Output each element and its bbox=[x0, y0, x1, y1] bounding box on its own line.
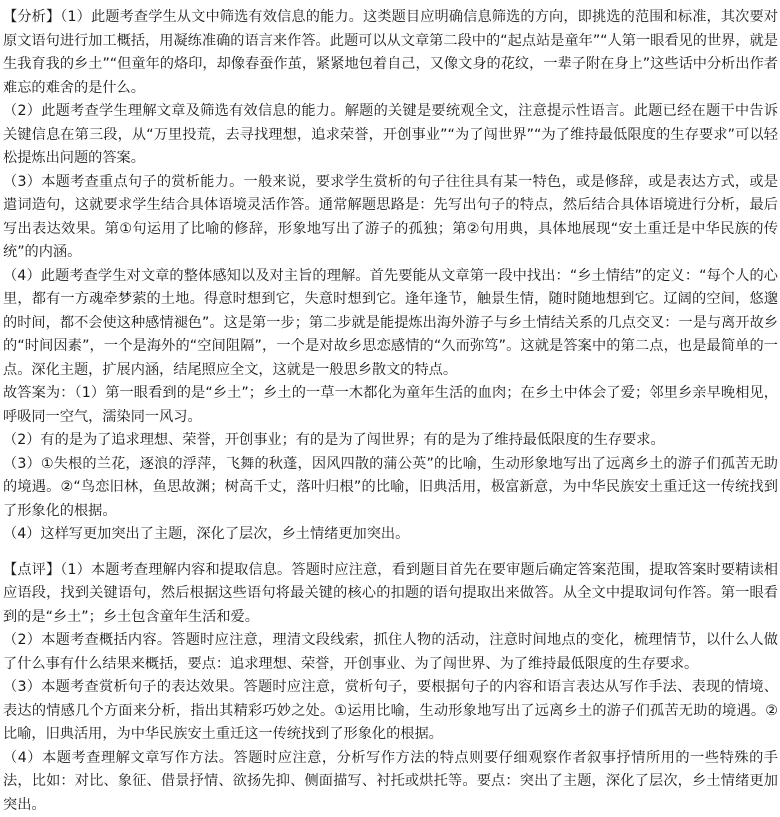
analysis-section bbox=[3, 6, 778, 547]
answer-paragraph-1: 故答案为：（1）第一眼看到的是“乡土”；乡土的一草一木都化为童年生活的血肉；在乡土中体会了爱；邻里乡亲早晚相见，呼吸同一空气，濡染同一风习。 bbox=[3, 382, 778, 429]
answer-paragraph-3: （3）①失根的兰花，逐浪的浮萍，飞舞的秋蓬，因风四散的蒲公英”的比喻，生动形象地写出了远离乡土的游子们孤苦无助的境遇。②“鸟恋旧林，鱼思故渊；树高千丈，落叶归根”的比喻，旧典活用，极富新意，为中华民族安土重迁这一传统找到了形象化的根据。 bbox=[3, 453, 778, 524]
comment-paragraph-2: （2）本题考查概括内容。答题时应注意，理清文段线索，抓住人物的活动，注意时间地点的变化，梳理情节，以什么人做了什么事有什么结果来概括，要点：追求理想、荣誉，开创事业、为了闯世界、为了维持最低限度的生存要求。 bbox=[3, 629, 778, 676]
comment-section bbox=[3, 559, 778, 817]
analysis-text-1: （1）此题考查学生从文中筛选有效信息的能力。这类题目应明确信息筛选的方向，即挑选的范围和标准，其次要对原文语句进行加工概括，用凝练准确的语言来作答。此题可以从文章第二段中的“起点站是童年”“人第一眼看见的世界，就是生我育我的乡土”“但童年的烙印，却像春蚕作茧，紧紧地包着自己，又像文身的花纹，一辈子附在身上”这些话中分析出作者难忘的难舍的是什么。 bbox=[3, 9, 778, 96]
comment-paragraph-3: （3）本题考查赏析句子的表达效果。答题时应注意，赏析句子，要根据句子的内容和语言表达从写作手法、表现的情境、表达的情感几个方面来分析，指出其精彩巧妙之处。①运用比喻，生动形象地写出了远离乡土的游子们孤苦无助的境遇。②比喻，旧典活用，为中华民族安土重迁这一传统找到了形象化的根据。 bbox=[3, 676, 778, 747]
answer-paragraph-4: （4）这样写更加突出了主题，深化了层次，乡土情绪更加突出。 bbox=[3, 523, 778, 547]
analysis-paragraph-3: （3）本题考查重点句子的赏析能力。一般来说，要求学生赏析的句子往往具有某一特色，或是修辞，或是表达方式，或是遣词造句，这就要求学生结合具体语境灵活作答。通常解题思路是：先写出句子的特点，然后结合具体语境进行分析，最后写出表达效果。第①句运用了比喻的修辞，形象地写出了游子的孤独；第②句用典，具体地展现“安土重迁是中华民族的传统”的内涵。 bbox=[3, 171, 778, 265]
analysis-paragraph-2: （2）此题考查学生理解文章及筛选有效信息的能力。解题的关键是要统观全文，注意提示性语言。此题已经在题干中告诉关键信息在第三段，从“万里投荒，去寻找理想，追求荣誉，开创事业”“为了闯世界”“为了维持最低限度的生存要求”可以轻松提炼出问题的答案。 bbox=[3, 100, 778, 171]
comment-label: 【点评】 bbox=[3, 562, 60, 578]
comment-paragraph-1 bbox=[3, 559, 778, 630]
comment-paragraph-4: （4）本题考查理解文章写作方法。答题时应注意，分析写作方法的特点则要仔细观察作者叙事抒情所用的一些特殊的手法，比如：对比、象征、借景抒情、欲扬先抑、侧面描写、衬托或烘托等。要点：突出了主题，深化了层次，乡土情绪更加突出。 bbox=[3, 747, 778, 817]
analysis-paragraph-4: （4）此题考查学生对文章的整体感知以及对主旨的理解。首先要能从文章第一段中找出：“乡土情结”的定义：“每个人的心里，都有一方魂牵梦萦的土地。得意时想到它，失意时想到它。逢年逢节，触景生情，随时随地想到它。辽阔的空间，悠邈的时间，都不会使这种感情褪色”。这是第一步；第二步就是能提炼出海外游子与乡土情结关系的几点交叉：一是与离开故乡的“时间因素”，一个是海外的“空间阻隔”，一个是对故乡思恋感情的“久而弥笃”。这就是答案中的第二点，也是最简单的一点。深化主题，扩展内涵，结尾照应全文，这就是一般思乡散文的特点。 bbox=[3, 265, 778, 383]
analysis-label: 【分析】 bbox=[3, 9, 60, 25]
analysis-paragraph-1 bbox=[3, 6, 778, 100]
comment-text-1: （1）本题考查理解内容和提取信息。答题时应注意，看到题目首先在要审题后确定答案范围，提取答案时要精读相应语段，找到关键语句，然后根据这些语句将最关键的核心的扣题的语句提取出来做答。从全文中提取词句作答。第一眼看到的是“乡土”；乡土包含童年生活和爱。 bbox=[3, 562, 778, 625]
answer-paragraph-2: （2）有的是为了追求理想、荣誉，开创事业；有的是为了闯世界；有的是为了维持最低限度的生存要求。 bbox=[3, 429, 778, 453]
